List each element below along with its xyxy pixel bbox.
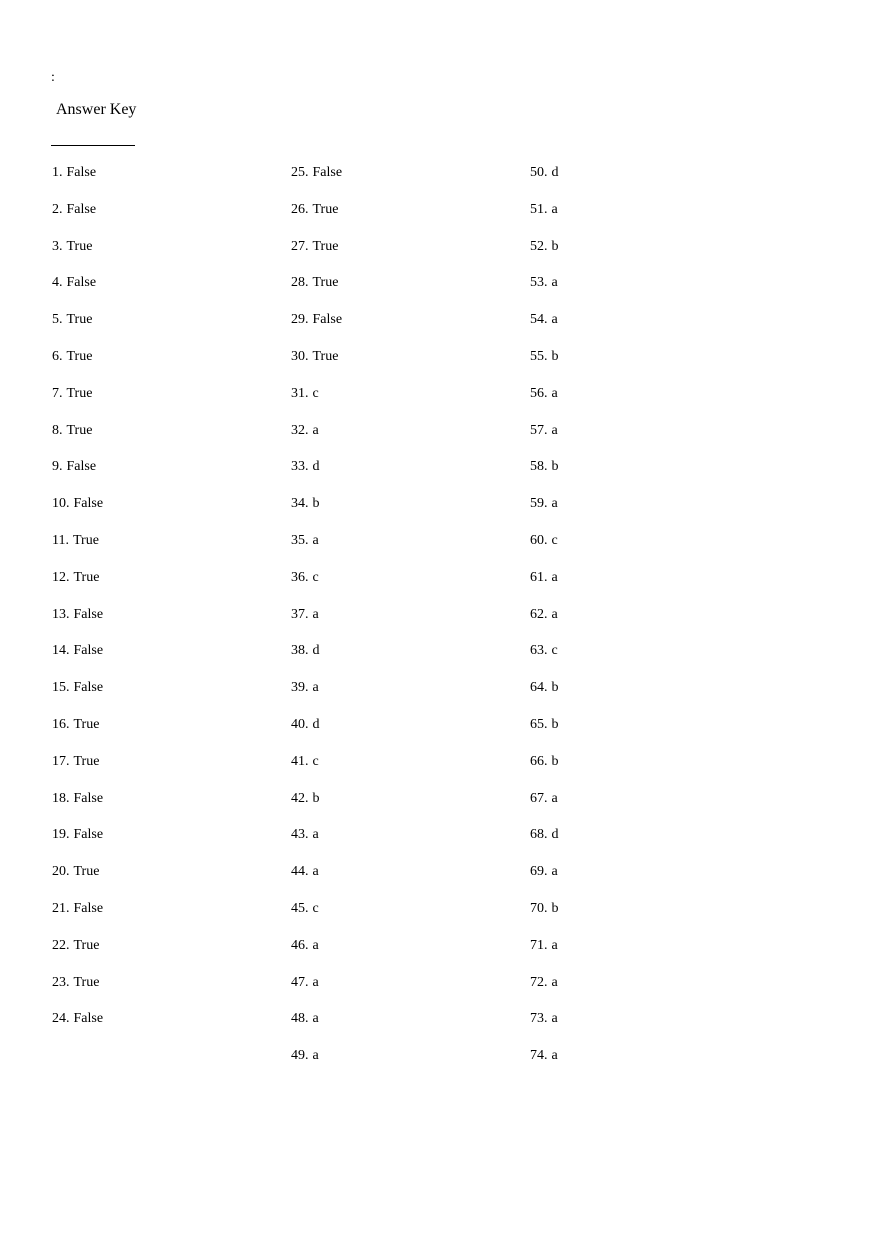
answer-value: a [551,790,558,806]
answer-value: False [73,790,104,806]
answer-value: c [551,643,558,659]
question-number: 66. [530,753,548,769]
answer-item [291,825,342,862]
answer-item [530,421,559,458]
answer-item [291,1009,342,1046]
answer-item [530,752,559,789]
answer-item [530,715,559,752]
question-number: 14. [52,643,70,659]
answer-item [530,568,559,605]
question-number: 40. [291,716,309,732]
answer-item [52,605,103,642]
question-number: 48. [291,1011,309,1027]
question-number: 24. [52,1011,70,1027]
answer-value: True [66,348,93,364]
answer-item [52,678,103,715]
answer-value: b [551,459,559,475]
answer-item [52,347,103,384]
answer-value: a [551,864,558,880]
answer-value: c [312,753,319,769]
answer-value: a [312,680,319,696]
answer-item [291,899,342,936]
answer-value: a [312,532,319,548]
answer-item [52,457,103,494]
question-number: 16. [52,716,70,732]
answer-item [291,200,342,237]
question-number: 59. [530,496,548,512]
question-number: 71. [530,937,548,953]
answer-item [52,862,103,899]
answer-item [530,1009,559,1046]
answer-item [291,531,342,568]
question-number: 38. [291,643,309,659]
answer-value: False [73,643,104,659]
answer-item [530,200,559,237]
question-number: 65. [530,716,548,732]
question-number: 53. [530,275,548,291]
answer-value: a [312,974,319,990]
answer-value: True [66,238,93,254]
answer-value: d [312,716,320,732]
answer-value: False [312,165,343,180]
answer-item [530,237,559,274]
question-number: 21. [52,900,70,916]
question-number: 35. [291,532,309,548]
question-number: 63. [530,643,548,659]
question-number: 74. [530,1048,548,1064]
answer-value: d [312,459,320,475]
answer-item [530,310,559,347]
answer-item [291,457,342,494]
question-number: 61. [530,569,548,585]
answer-item [52,789,103,826]
answer-value: False [312,312,343,328]
answer-value: True [73,974,100,990]
question-number: 15. [52,680,70,696]
answer-value: True [312,275,339,291]
question-number: 68. [530,827,548,843]
answer-item [291,347,342,384]
answer-item [291,163,342,200]
answer-item [291,384,342,421]
answer-value: a [551,937,558,953]
answer-item [291,789,342,826]
answer-value: a [551,385,558,401]
answer-value: True [73,716,100,732]
answer-item [530,531,559,568]
answer-column-3 [530,163,559,1083]
answer-item [291,715,342,752]
answer-value: a [312,1048,319,1064]
answer-value: b [312,790,320,806]
question-number: 67. [530,790,548,806]
answer-item [530,641,559,678]
answer-item [52,936,103,973]
answer-value: False [66,275,97,291]
question-number: 31. [291,385,309,401]
answer-item [52,715,103,752]
answer-item [530,457,559,494]
answer-item [291,678,342,715]
question-number: 29. [291,312,309,328]
answer-value: True [73,753,100,769]
answer-item [530,973,559,1010]
answer-item [52,384,103,421]
question-number: 1. [52,165,63,180]
answer-value: False [73,1011,104,1027]
leading-colon: : [51,70,55,85]
question-number: 56. [530,385,548,401]
answer-item [530,494,559,531]
question-number: 4. [52,275,63,291]
question-number: 42. [291,790,309,806]
answer-item [291,421,342,458]
question-number: 22. [52,937,70,953]
answer-item [291,237,342,274]
question-number: 37. [291,606,309,622]
answer-item [291,310,342,347]
answer-value: False [73,900,104,916]
answer-value: True [73,864,100,880]
question-number: 6. [52,348,63,364]
answer-value: c [551,532,558,548]
question-number: 11. [52,532,69,548]
question-number: 57. [530,422,548,438]
answer-value: True [312,238,339,254]
answer-item [52,310,103,347]
answer-value: b [312,496,320,512]
question-number: 8. [52,422,63,438]
answer-item [530,163,559,200]
answer-item [52,494,103,531]
question-number: 69. [530,864,548,880]
answer-value: b [551,238,559,254]
question-number: 30. [291,348,309,364]
question-number: 44. [291,864,309,880]
question-number: 34. [291,496,309,512]
question-number: 36. [291,569,309,585]
answer-value: a [551,1048,558,1064]
answer-value: c [312,569,319,585]
answer-value: True [66,312,93,328]
question-number: 18. [52,790,70,806]
answer-value: False [66,201,97,217]
answer-item [291,973,342,1010]
answer-value: d [551,827,559,843]
answer-item [530,605,559,642]
answer-item [291,605,342,642]
answer-item [291,568,342,605]
question-number: 54. [530,312,548,328]
answer-value: b [551,680,559,696]
question-number: 47. [291,974,309,990]
answer-value: False [73,827,104,843]
answer-item [52,273,103,310]
question-number: 70. [530,900,548,916]
answer-item [52,899,103,936]
answer-value: a [551,1011,558,1027]
title-underline [51,145,135,146]
answer-value: False [66,459,97,475]
answer-item [52,421,103,458]
question-number: 25. [291,165,309,180]
answer-value: True [72,532,99,548]
page-title: Answer Key [56,101,137,118]
answer-value: b [551,716,559,732]
question-number: 33. [291,459,309,475]
answer-item [530,1046,559,1083]
answer-value: d [551,165,559,180]
answer-item [291,752,342,789]
question-number: 73. [530,1011,548,1027]
answer-value: False [66,165,97,180]
answer-value: True [66,422,93,438]
question-number: 55. [530,348,548,364]
answer-value: a [551,422,558,438]
answer-value: False [73,680,104,696]
answer-value: False [73,496,104,512]
question-number: 39. [291,680,309,696]
question-number: 17. [52,753,70,769]
question-number: 49. [291,1048,309,1064]
answer-item [291,936,342,973]
question-number: 50. [530,165,548,180]
question-number: 5. [52,312,63,328]
answer-value: a [551,496,558,512]
question-number: 46. [291,937,309,953]
answer-column-2 [291,163,342,1083]
question-number: 19. [52,827,70,843]
answer-value: b [551,348,559,364]
question-number: 45. [291,900,309,916]
answer-value: False [73,606,104,622]
answer-value: d [312,643,320,659]
question-number: 72. [530,974,548,990]
answer-item [52,568,103,605]
question-number: 52. [530,238,548,254]
answer-value: b [551,900,559,916]
question-number: 13. [52,606,70,622]
answer-value: True [73,569,100,585]
answer-item [530,678,559,715]
answer-value: c [312,900,319,916]
question-number: 32. [291,422,309,438]
answer-value: a [551,312,558,328]
answer-item [52,973,103,1010]
answer-value: a [551,201,558,217]
question-number: 58. [530,459,548,475]
answer-column-1 [52,163,103,1046]
answer-value: True [66,385,93,401]
answer-value: a [551,275,558,291]
answer-item [530,899,559,936]
answer-item [52,641,103,678]
question-number: 62. [530,606,548,622]
answer-value: a [312,864,319,880]
question-number: 12. [52,569,70,585]
answer-item [530,384,559,421]
answer-item [52,200,103,237]
question-number: 26. [291,201,309,217]
question-number: 10. [52,496,70,512]
question-number: 23. [52,974,70,990]
answer-item [530,936,559,973]
answer-value: a [312,422,319,438]
answer-item [530,862,559,899]
question-number: 27. [291,238,309,254]
answer-item [52,163,103,200]
question-number: 7. [52,385,63,401]
question-number: 41. [291,753,309,769]
answer-item [52,531,103,568]
question-number: 43. [291,827,309,843]
answer-value: a [312,1011,319,1027]
answer-item [530,347,559,384]
question-number: 28. [291,275,309,291]
question-number: 51. [530,201,548,217]
answer-value: a [551,569,558,585]
question-number: 60. [530,532,548,548]
answer-item [52,752,103,789]
answer-item [291,641,342,678]
answer-item [291,862,342,899]
answer-item [291,273,342,310]
question-number: 2. [52,201,63,217]
answer-value: b [551,753,559,769]
answer-value: True [312,348,339,364]
answer-item [52,825,103,862]
answer-item [52,1009,103,1046]
answer-value: a [551,974,558,990]
answer-value: True [73,937,100,953]
answer-value: a [312,937,319,953]
question-number: 20. [52,864,70,880]
answer-item [52,237,103,274]
answer-value: a [551,606,558,622]
answer-item [530,273,559,310]
answer-item [530,825,559,862]
question-number: 3. [52,238,63,254]
answer-item [291,1046,342,1083]
answer-value: c [312,385,319,401]
answer-value: a [312,827,319,843]
answer-value: a [312,606,319,622]
question-number: 9. [52,459,63,475]
answer-item [530,789,559,826]
answer-item [291,494,342,531]
answer-value: True [312,201,339,217]
question-number: 64. [530,680,548,696]
